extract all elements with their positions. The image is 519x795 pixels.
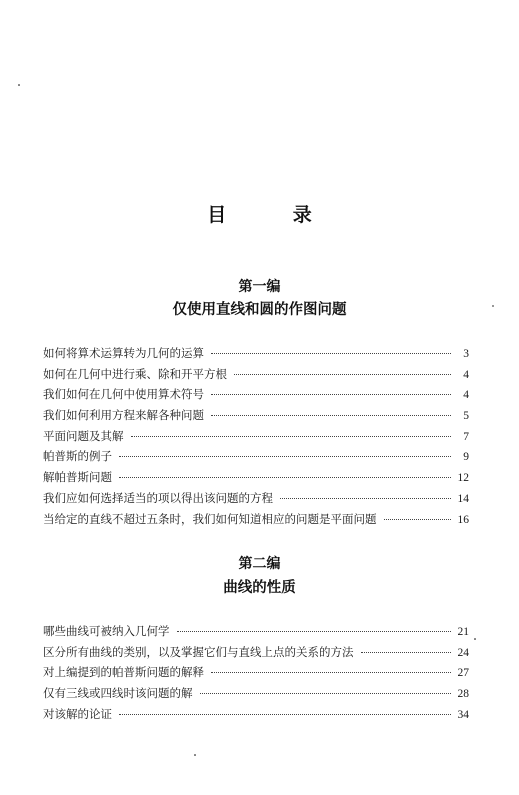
toc-entry[interactable] [43,426,469,447]
toc-entry[interactable] [43,467,469,488]
toc-entry-title: 哪些曲线可被纳入几何学 [43,624,170,638]
scan-speck [474,638,476,640]
toc-entry-page: 12 [457,472,469,485]
toc-entry-page: 4 [463,368,469,381]
dot-leader [361,652,452,653]
dot-leader [211,394,451,395]
dot-leader [280,498,451,499]
toc-entry[interactable] [43,405,469,426]
toc-entry-page: 27 [457,667,469,680]
scan-speck [18,84,20,86]
part-one-title: 仅使用直线和圆的作图问题 [172,302,347,318]
toc-entry-title: 对上编提到的帕普斯问题的解释 [43,665,204,680]
toc-entry-page: 3 [463,348,469,360]
toc-entry-page: 4 [463,389,469,402]
toc-entry[interactable] [43,642,469,663]
part-one-label: 第一编 [238,279,281,295]
toc-entry[interactable] [43,621,469,642]
scan-speck [492,305,494,307]
part-one-entries [43,343,469,529]
toc-entry[interactable] [43,446,469,467]
toc-entry-title: 区分所有曲线的类别，以及掌握它们与直线上点的关系的方法 [43,644,354,659]
dot-leader [211,415,451,416]
dot-leader [200,693,452,694]
toc-entry[interactable] [43,488,469,509]
part-two-label: 第二编 [238,556,281,572]
page-title: 目 录 [207,204,342,226]
toc-entry[interactable] [43,683,469,704]
dot-leader [234,374,451,375]
dot-leader [131,436,452,437]
toc-entry[interactable] [43,364,469,385]
toc-entry-title: 我们如何在几何中使用算术符号 [43,387,204,402]
toc-entry-page: 34 [457,708,469,721]
toc-entry-title: 仅有三线或四线时该问题的解 [43,686,193,701]
scan-speck [194,754,196,756]
toc-entry-page: 24 [457,646,469,659]
toc-entry-title: 我们应如何选择适当的项以得出该问题的方程 [43,490,273,505]
toc-entry[interactable] [43,704,469,725]
toc-entry[interactable] [43,343,469,364]
toc-entry-title: 我们如何利用方程来解各种问题 [43,408,204,423]
toc-entry-page: 7 [463,430,469,443]
dot-leader [177,631,452,632]
toc-entry-title: 帕普斯的例子 [43,449,112,464]
toc-entry[interactable] [43,509,469,530]
dot-leader [119,477,451,478]
toc-entry-title: 对该解的论证 [43,706,112,721]
toc-entry[interactable] [43,662,469,683]
dot-leader [211,353,451,354]
dot-leader [211,672,451,673]
toc-entry-title: 解帕普斯问题 [43,470,112,485]
toc-entry[interactable] [43,384,469,405]
toc-entry-title: 平面问题及其解 [43,428,124,443]
dot-leader [384,519,452,520]
part-two-entries [43,621,469,724]
toc-entry-page: 5 [463,410,469,423]
toc-entry-page: 28 [457,688,469,701]
toc-entry-page: 14 [457,492,469,505]
dot-leader [119,456,451,457]
toc-entry-page: 21 [457,626,469,638]
part-two-title: 曲线的性质 [223,580,296,596]
toc-entry-page: 9 [463,451,469,464]
dot-leader [119,714,451,715]
toc-entry-title: 当给定的直线不超过五条时，我们如何知道相应的问题是平面问题 [43,511,377,526]
toc-entry-page: 16 [457,513,469,526]
toc-entry-title: 如何将算术运算转为几何的运算 [43,346,204,360]
toc-entry-title: 如何在几何中进行乘、除和开平方根 [43,366,227,381]
